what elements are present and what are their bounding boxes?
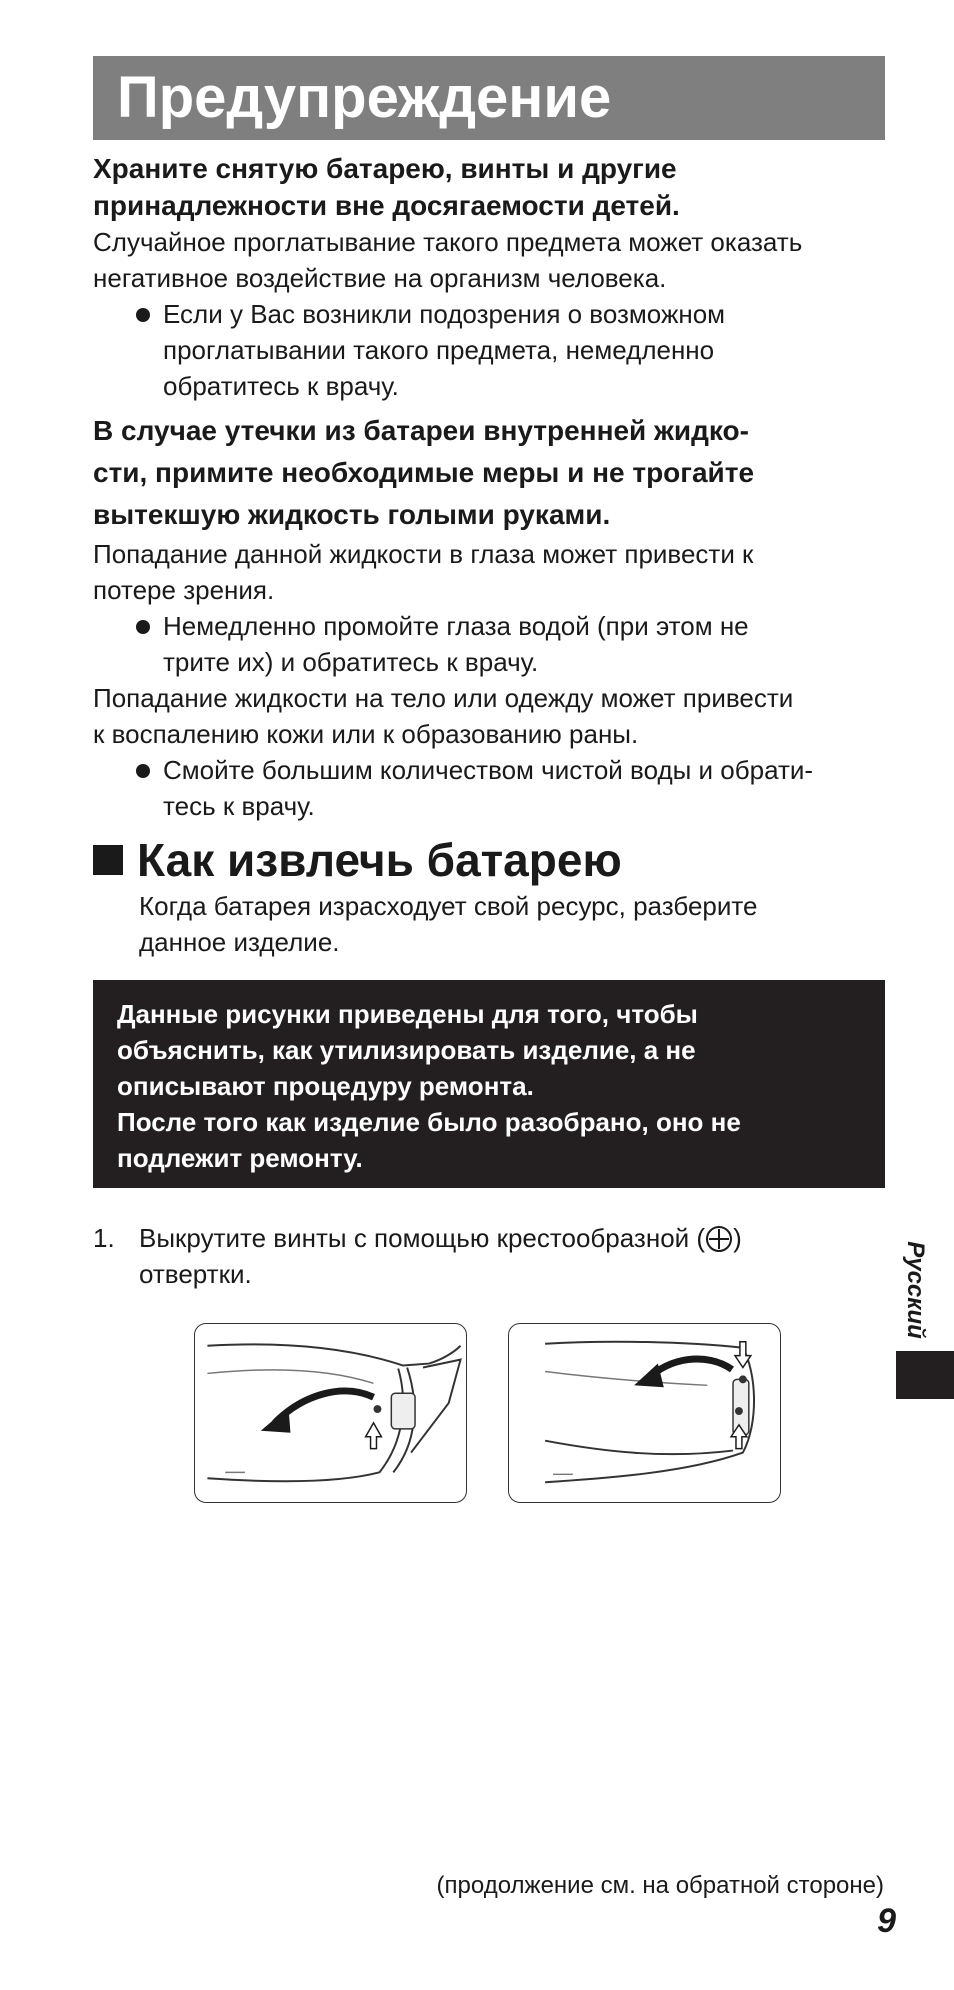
para-line: к воспалению кожи или к образованию раны. (93, 719, 639, 749)
para-line: Случайное проглатывание такого предмета может оказать (93, 227, 803, 257)
keep-away-heading (93, 150, 893, 224)
bullet-line: Немедленно промойте глаза водой (при этом не (163, 611, 749, 641)
leak-heading (93, 410, 893, 536)
bullet-line: тесь к врачу. (163, 791, 315, 821)
language-text: Русский (902, 1241, 930, 1339)
bullet-line: Смойте большим количеством чистой воды и обрати- (163, 755, 814, 785)
side-language-tab (896, 1351, 954, 1399)
warning-banner (93, 56, 885, 140)
step-text: Выкрутите винты с помощью крестообразной ( (139, 1223, 706, 1253)
para-line: Попадание жидкости на тело или одежду может привести (93, 683, 794, 713)
section-leak (93, 410, 893, 824)
step-text: ) (733, 1223, 742, 1253)
disposal-notice-box (93, 980, 885, 1188)
page-number: 9 (877, 1902, 896, 1940)
phillips-screwdriver-icon (705, 1225, 733, 1253)
heading-line: вытекшую жидкость голыми руками. (93, 499, 611, 530)
para-line: потере зрения. (93, 575, 275, 605)
removal-title-text: Как извлечь батарею (137, 834, 622, 886)
notice-line: объяснить, как утилизировать изделие, а не (117, 1035, 696, 1065)
step-text: отвертки. (139, 1259, 252, 1289)
notice-line: После того как изделие было разобрано, оно не (117, 1107, 741, 1137)
removal-section-title (93, 830, 622, 890)
para-line: негативное воздействие на организм человека. (93, 263, 667, 293)
leak-skin-paragraph (93, 680, 893, 752)
notice-line: описывают процедуру ремонта. (117, 1071, 534, 1101)
step-number: 1. (93, 1223, 115, 1253)
bullet-icon (136, 308, 150, 322)
leak-skin-bullet (93, 752, 893, 824)
heading-line: сти, примите необходимые меры и не трогайте (93, 457, 755, 488)
intro-line: данное изделие. (139, 927, 340, 957)
leak-eyes-paragraph (93, 536, 893, 608)
heading-line: Храните снятую батарею, винты и другие (93, 153, 677, 184)
figure-remove-screw-right (508, 1323, 781, 1503)
bullet-line: обратитесь к врачу. (163, 371, 399, 401)
step-1 (93, 1220, 853, 1292)
notice-line: Данные рисунки приведены для того, чтобы (117, 999, 698, 1029)
figure-remove-screw-left (194, 1323, 467, 1503)
warning-title: Предупреждение (117, 65, 612, 130)
bullet-line: Если у Вас возникли подозрения о возможном (163, 299, 726, 329)
intro-line: Когда батарея израсходует свой ресурс, разберите (139, 891, 758, 921)
keep-away-paragraph (93, 224, 893, 296)
square-bullet-icon (93, 845, 123, 875)
heading-line: принадлежности вне досягаемости детей. (93, 190, 680, 221)
side-language-label (897, 1235, 933, 1345)
notice-line: подлежит ремонту. (117, 1143, 363, 1173)
glasses-temple-right-illustration (509, 1324, 780, 1502)
heading-line: В случае утечки из батареи внутренней жидко- (93, 415, 749, 446)
bullet-line: трите их) и обратитесь к врачу. (163, 647, 539, 677)
bullet-icon (136, 764, 150, 778)
section-keep-away (93, 150, 893, 404)
removal-intro (139, 888, 859, 960)
bullet-icon (136, 620, 150, 634)
para-line: Попадание данной жидкости в глаза может привести к (93, 539, 754, 569)
bullet-line: проглатывании такого предмета, немедленно (163, 335, 715, 365)
leak-eyes-bullet (93, 608, 893, 680)
glasses-temple-left-illustration (195, 1324, 466, 1502)
continued-note: (продолжение см. на обратной стороне) (436, 1872, 884, 1899)
keep-away-bullet (93, 296, 893, 404)
